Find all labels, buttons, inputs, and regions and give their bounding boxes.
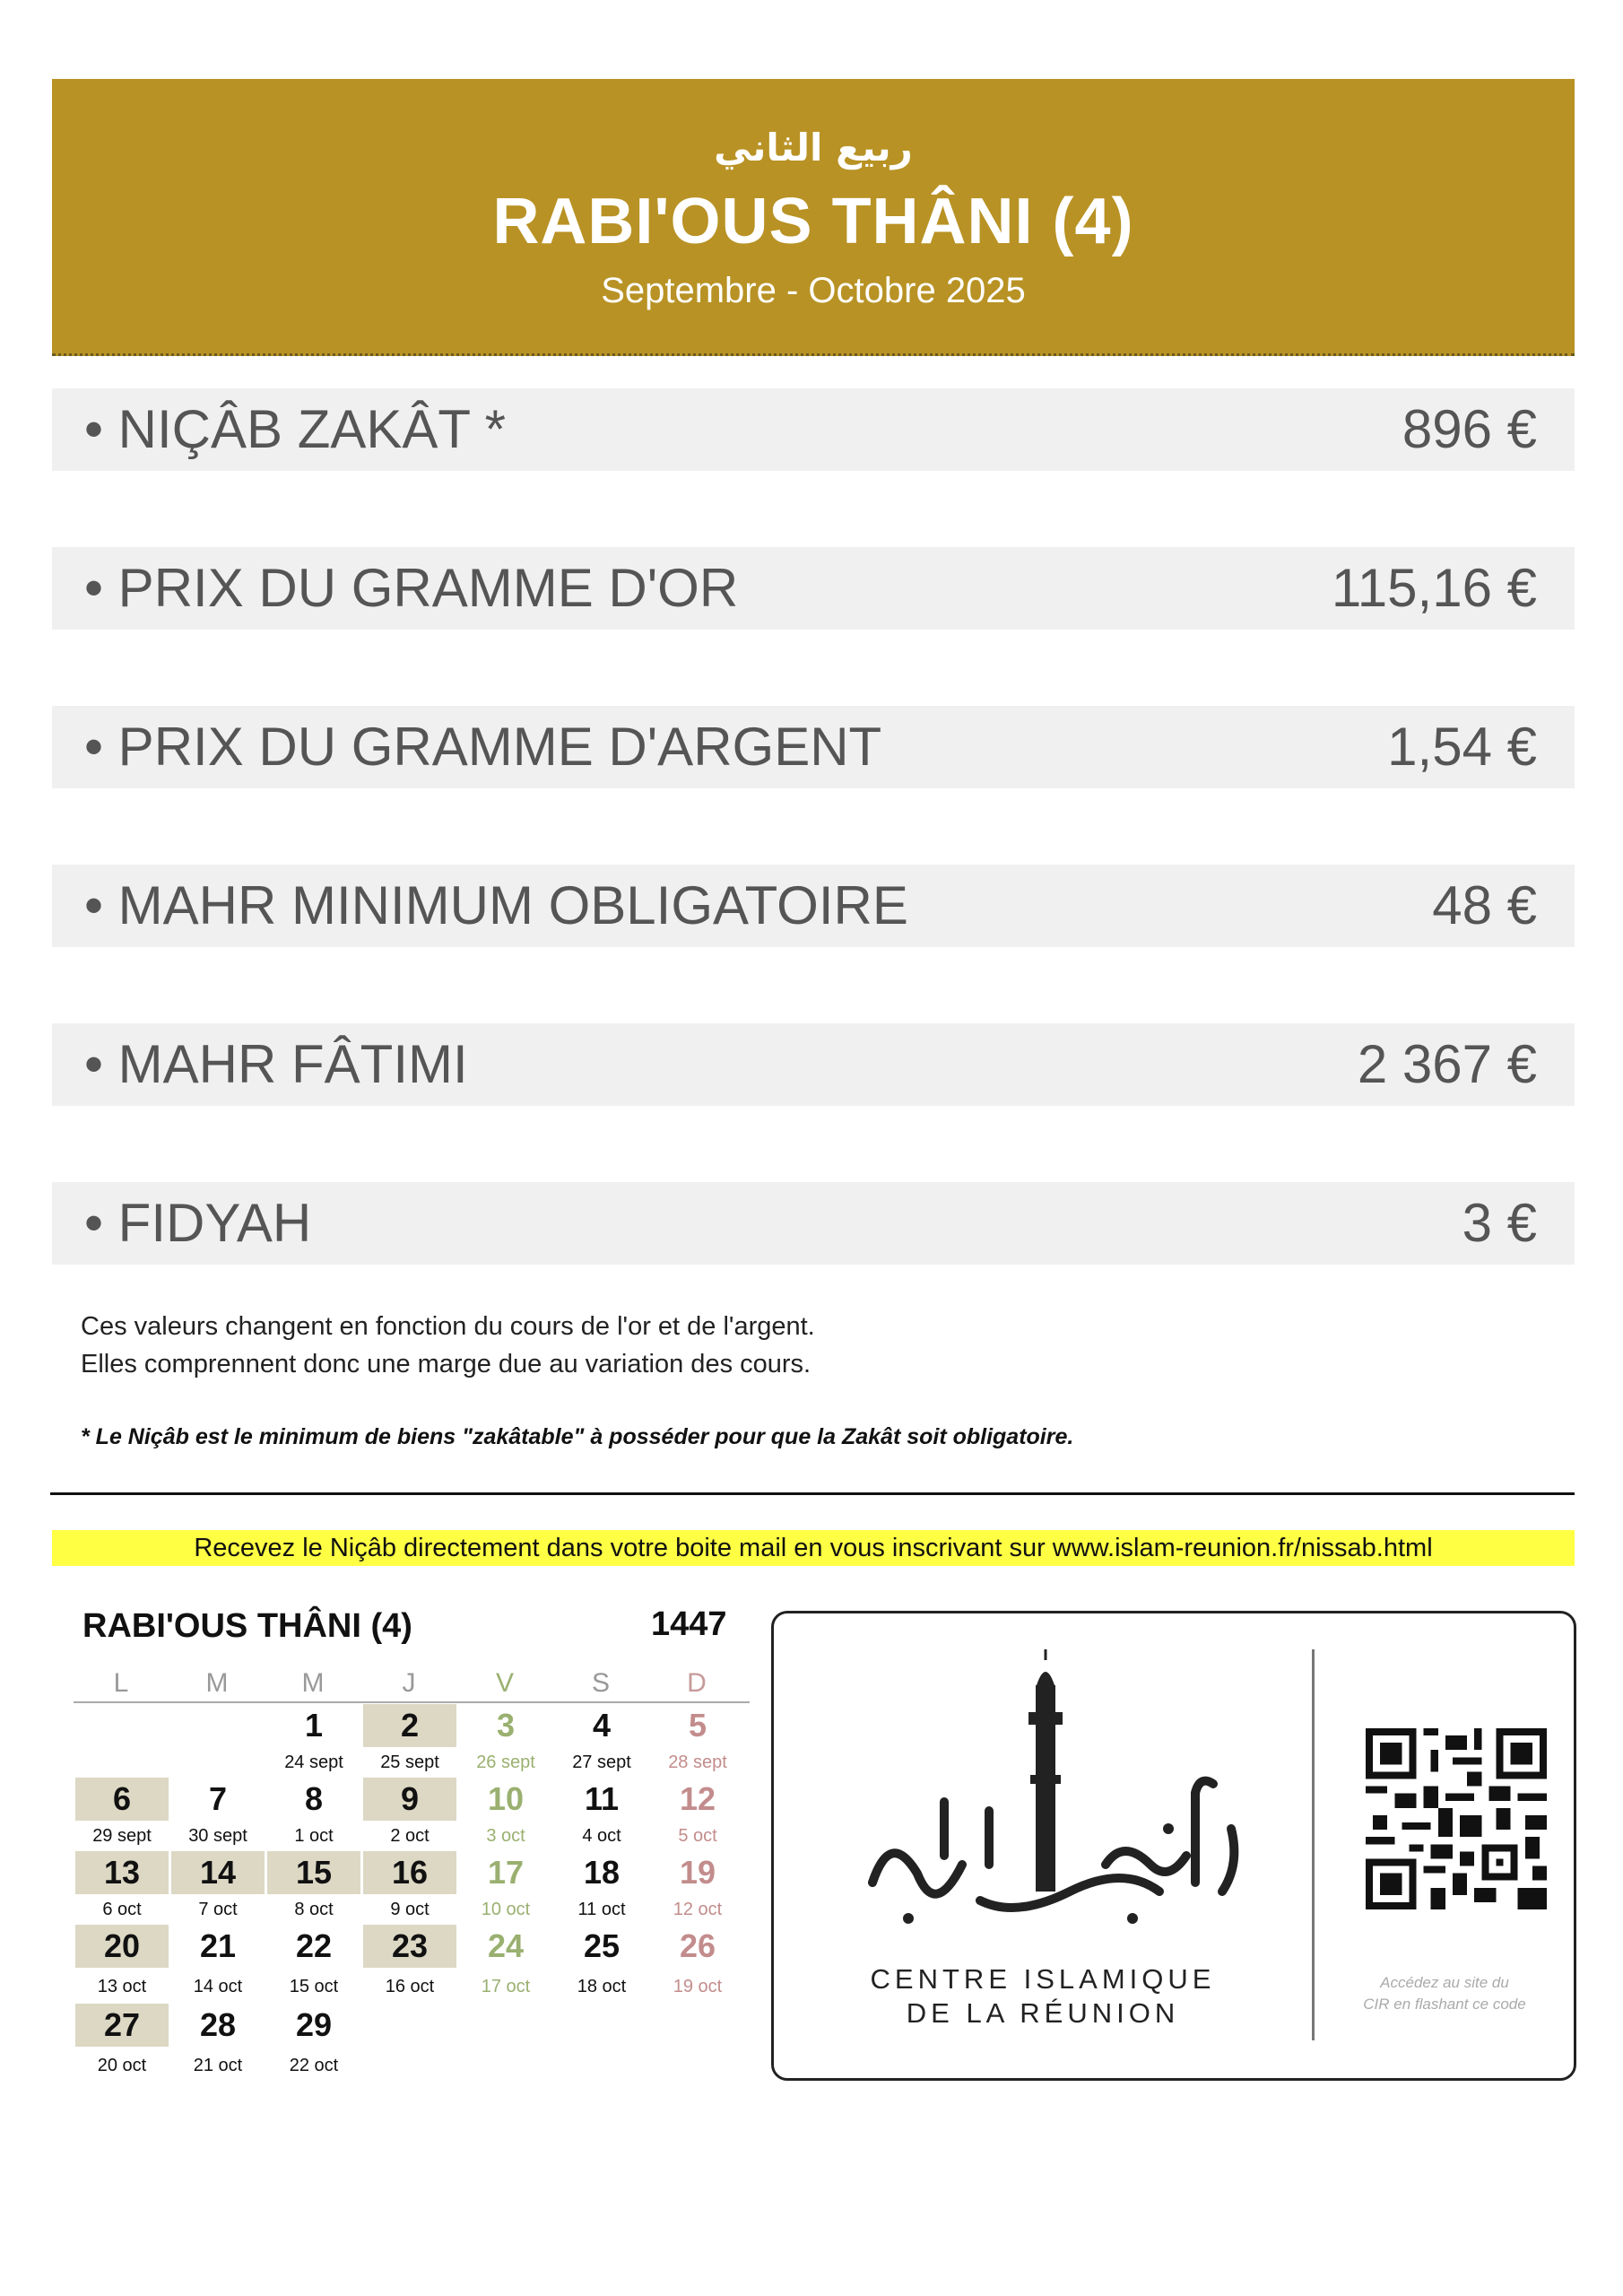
calendar-day: 20 <box>75 1925 169 1968</box>
calendar-day: 25 <box>583 1927 621 1964</box>
value-amount: 1,54 € <box>1387 717 1537 777</box>
divider <box>50 1492 1575 1495</box>
weekday-label: L <box>113 1668 129 1698</box>
calendar-day: 7 <box>208 1780 228 1817</box>
calendar-gregorian-date: 16 oct <box>385 1977 435 1996</box>
value-amount: 2 367 € <box>1357 1034 1537 1094</box>
calendar-gregorian-date: 5 oct <box>678 1826 717 1846</box>
arabic-month-title: ربيع الثاني <box>714 126 913 170</box>
value-label: • PRIX DU GRAMME D'ARGENT <box>84 717 882 777</box>
calendar-day: 1 <box>304 1707 324 1744</box>
calendar-gregorian-date: 30 sept <box>188 1826 247 1846</box>
value-label: • NIÇÂB ZAKÂT * <box>84 399 507 459</box>
weekday-label: D <box>687 1668 707 1698</box>
calendar-gregorian-date: 17 oct <box>481 1977 531 1996</box>
calendar-gregorian-date: 11 oct <box>577 1900 626 1919</box>
value-row-mahr-minimum <box>52 865 1575 947</box>
calendar-gregorian-date: 12 oct <box>673 1900 723 1919</box>
subscribe-banner[interactable]: Recevez le Niçâb directement dans votre boite mail en vous inscrivant sur www.islam-reunion.fr/nissab.html <box>52 1530 1575 1566</box>
calendar-day: 21 <box>199 1927 237 1964</box>
calendar-day: 5 <box>688 1707 707 1744</box>
calendar-gregorian-date: 21 oct <box>193 2056 243 2075</box>
weekday-label: J <box>402 1668 416 1698</box>
calendar-gregorian-date: 24 sept <box>284 1752 343 1772</box>
calendar-gregorian-date: 14 oct <box>193 1977 243 1996</box>
vertical-separator <box>1312 1649 1315 2040</box>
value-amount: 115,16 € <box>1331 558 1537 618</box>
weekday-label: M <box>301 1668 325 1698</box>
value-row-fidyah <box>52 1182 1575 1265</box>
value-label: • MAHR MINIMUM OBLIGATOIRE <box>84 875 908 935</box>
calendar-day: 18 <box>583 1854 621 1891</box>
qr-caption-line: Accédez au site du <box>1380 1974 1509 1991</box>
organization-card <box>771 1611 1576 2081</box>
calendar-day: 24 <box>487 1927 525 1964</box>
value-row-mahr-fatimi <box>52 1023 1575 1106</box>
month-subtitle: Septembre - Octobre 2025 <box>601 271 1026 310</box>
calendar-day: 15 <box>267 1851 360 1894</box>
calendar-gregorian-date: 29 sept <box>92 1826 152 1846</box>
value-amount: 48 € <box>1432 875 1537 935</box>
organization-name-line1: CENTRE ISLAMIQUE <box>870 1963 1216 1995</box>
month-header <box>52 79 1575 356</box>
calendar-day: 14 <box>171 1851 265 1894</box>
calendar-day: 27 <box>75 2004 169 2047</box>
value-row-nicab <box>52 388 1575 471</box>
calendar-gregorian-date: 4 oct <box>582 1826 621 1846</box>
calendar-day: 19 <box>679 1854 716 1891</box>
calendar-title: RABI'OUS THÂNI (4) <box>82 1607 412 1645</box>
calendar-day: 23 <box>363 1925 456 1968</box>
value-row-silver <box>52 706 1575 788</box>
calendar-day: 16 <box>363 1851 456 1894</box>
calendar-day: 11 <box>584 1780 620 1817</box>
calendar-gregorian-date: 19 oct <box>673 1977 723 1996</box>
calendar-day: 28 <box>199 2006 237 2043</box>
calendar-day: 29 <box>295 2006 333 2043</box>
qr-caption-line: CIR en flashant ce code <box>1363 1996 1526 2013</box>
mosque-calligraphy-logo <box>837 1649 1258 1954</box>
value-amount: 3 € <box>1462 1193 1537 1253</box>
calendar-gregorian-date: 9 oct <box>390 1900 430 1919</box>
calendar-day: 13 <box>75 1851 169 1894</box>
calendar-gregorian-date: 26 sept <box>476 1752 535 1772</box>
notes <box>81 1308 815 1383</box>
calendar-gregorian-date: 3 oct <box>486 1826 525 1846</box>
calendar-gregorian-date: 15 oct <box>289 1977 339 1996</box>
qr-code-icon[interactable] <box>1366 1728 1547 1909</box>
calendar-header-line <box>74 1701 750 1703</box>
calendar-day: 17 <box>487 1854 525 1891</box>
calendar-gregorian-date: 10 oct <box>481 1900 531 1919</box>
calendar-gregorian-date: 25 sept <box>380 1752 439 1772</box>
value-label: • MAHR FÂTIMI <box>84 1034 468 1094</box>
calendar-day: 3 <box>496 1707 516 1744</box>
calendar-day: 2 <box>363 1704 456 1747</box>
qr-caption <box>1337 1972 1552 2015</box>
calendar-gregorian-date: 8 oct <box>294 1900 334 1919</box>
month-title: RABI'OUS THÂNI (4) <box>492 186 1134 257</box>
calendar-gregorian-date: 22 oct <box>289 2056 339 2075</box>
weekday-label: V <box>495 1668 514 1698</box>
calendar-gregorian-date: 27 sept <box>572 1752 631 1772</box>
calendar-day: 9 <box>363 1778 456 1821</box>
weekday-label: M <box>205 1668 229 1698</box>
note-line: Ces valeurs changent en fonction du cours de l'or et de l'argent. <box>81 1312 815 1341</box>
calendar-day: 4 <box>592 1707 612 1744</box>
weekday-label: S <box>591 1668 610 1698</box>
calendar-day: 12 <box>679 1780 716 1817</box>
calendar-day: 26 <box>679 1927 716 1964</box>
calendar-day: 6 <box>75 1778 169 1821</box>
calendar-gregorian-date: 2 oct <box>390 1826 430 1846</box>
calendar-gregorian-date: 20 oct <box>97 2056 147 2075</box>
value-label: • FIDYAH <box>84 1193 312 1253</box>
calendar-gregorian-date: 1 oct <box>294 1826 334 1846</box>
organization-name-line2: DE LA RÉUNION <box>906 1997 1180 2029</box>
calendar-gregorian-date: 18 oct <box>577 1977 627 1996</box>
calendar-day: 10 <box>487 1780 525 1817</box>
calendar-gregorian-date: 6 oct <box>102 1900 142 1919</box>
calendar-day: 22 <box>295 1927 333 1964</box>
value-row-gold <box>52 547 1575 630</box>
value-label: • PRIX DU GRAMME D'OR <box>84 558 739 618</box>
calendar-day: 8 <box>304 1780 324 1817</box>
note-line: Elles comprennent donc une marge due au variation des cours. <box>81 1350 812 1378</box>
calendar-gregorian-date: 28 sept <box>668 1752 727 1772</box>
calendar-gregorian-date: 7 oct <box>198 1900 238 1919</box>
footnote: * Le Niçâb est le minimum de biens "zakâtable" à posséder pour que la Zakât soit obligatoire. <box>81 1424 1074 1449</box>
calendar-gregorian-date: 13 oct <box>97 1977 147 1996</box>
calendar-year: 1447 <box>651 1605 727 1643</box>
value-amount: 896 € <box>1402 399 1537 459</box>
